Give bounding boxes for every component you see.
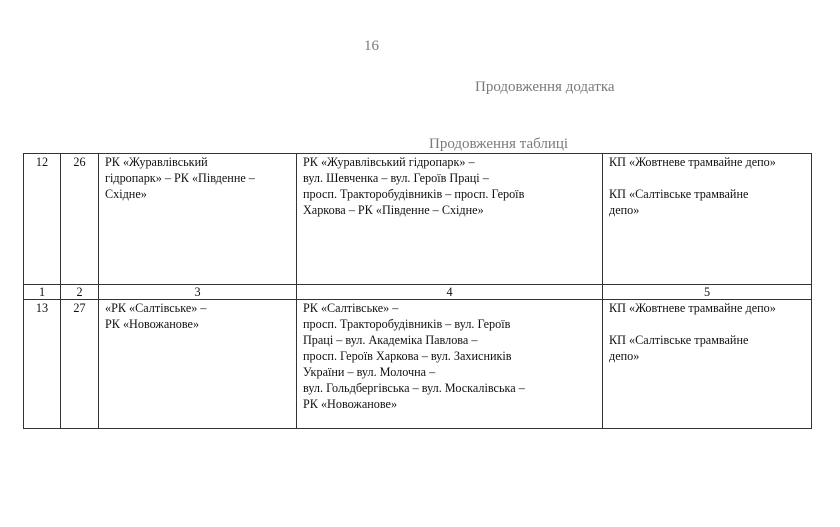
depot-name: депо» xyxy=(609,203,640,217)
depot-cell xyxy=(603,154,812,285)
path-line: просп. Тракторобудівників – вул. Героїв xyxy=(303,317,511,331)
column-number: 4 xyxy=(297,285,603,300)
route-path-cell xyxy=(297,154,603,285)
path-line: вул. Гольдбергівська – вул. Москалівська – xyxy=(303,381,525,395)
row-index-cell: 13 xyxy=(24,300,61,429)
depot-name: КП «Жовтневе трамвайне депо» xyxy=(609,301,776,315)
depot-name: КП «Жовтневе трамвайне депо» xyxy=(609,155,776,169)
route-endpoints-cell xyxy=(99,300,297,429)
depot-cell xyxy=(603,300,812,429)
path-line: просп. Героїв Харкова – вул. Захисників xyxy=(303,349,512,363)
depot-name: КП «Салтівське трамвайне xyxy=(609,187,749,201)
path-line: РК «Салтівське» – xyxy=(303,301,399,315)
column-number: 1 xyxy=(24,285,61,300)
endpoints-line: гідропарк» – РК «Південне – xyxy=(105,171,255,185)
routes-table xyxy=(23,153,812,429)
endpoints-line: Східне» xyxy=(105,187,147,201)
endpoints-line: «РК «Салтівське» – xyxy=(105,301,207,315)
table-row xyxy=(24,154,812,285)
route-path-cell xyxy=(297,300,603,429)
column-number: 5 xyxy=(603,285,812,300)
page-number: 16 xyxy=(364,38,379,54)
row-index-cell: 12 xyxy=(24,154,61,285)
path-line: РК «Новожанове» xyxy=(303,397,398,411)
depot-name: КП «Салтівське трамвайне xyxy=(609,333,749,347)
endpoints-line: РК «Журавлівський xyxy=(105,155,208,169)
table-row xyxy=(24,300,812,429)
column-number: 3 xyxy=(99,285,297,300)
path-line: України – вул. Молочна – xyxy=(303,365,436,379)
path-line: вул. Шевченка – вул. Героїв Праці – xyxy=(303,171,489,185)
route-number-cell: 27 xyxy=(61,300,99,429)
path-line: просп. Тракторобудівників – просп. Героїв xyxy=(303,187,525,201)
column-number: 2 xyxy=(61,285,99,300)
column-number-row xyxy=(24,285,812,300)
endpoints-line: РК «Новожанове» xyxy=(105,317,200,331)
appendix-continuation-label: Продовження додатка xyxy=(475,79,615,95)
route-endpoints-cell xyxy=(99,154,297,285)
table-continuation-label: Продовження таблиці xyxy=(429,136,569,152)
depot-name: депо» xyxy=(609,349,640,363)
path-line: РК «Журавлівський гідропарк» – xyxy=(303,155,475,169)
path-line: Харкова – РК «Південне – Східне» xyxy=(303,203,484,217)
path-line: Праці – вул. Академіка Павлова – xyxy=(303,333,478,347)
route-number-cell: 26 xyxy=(61,154,99,285)
